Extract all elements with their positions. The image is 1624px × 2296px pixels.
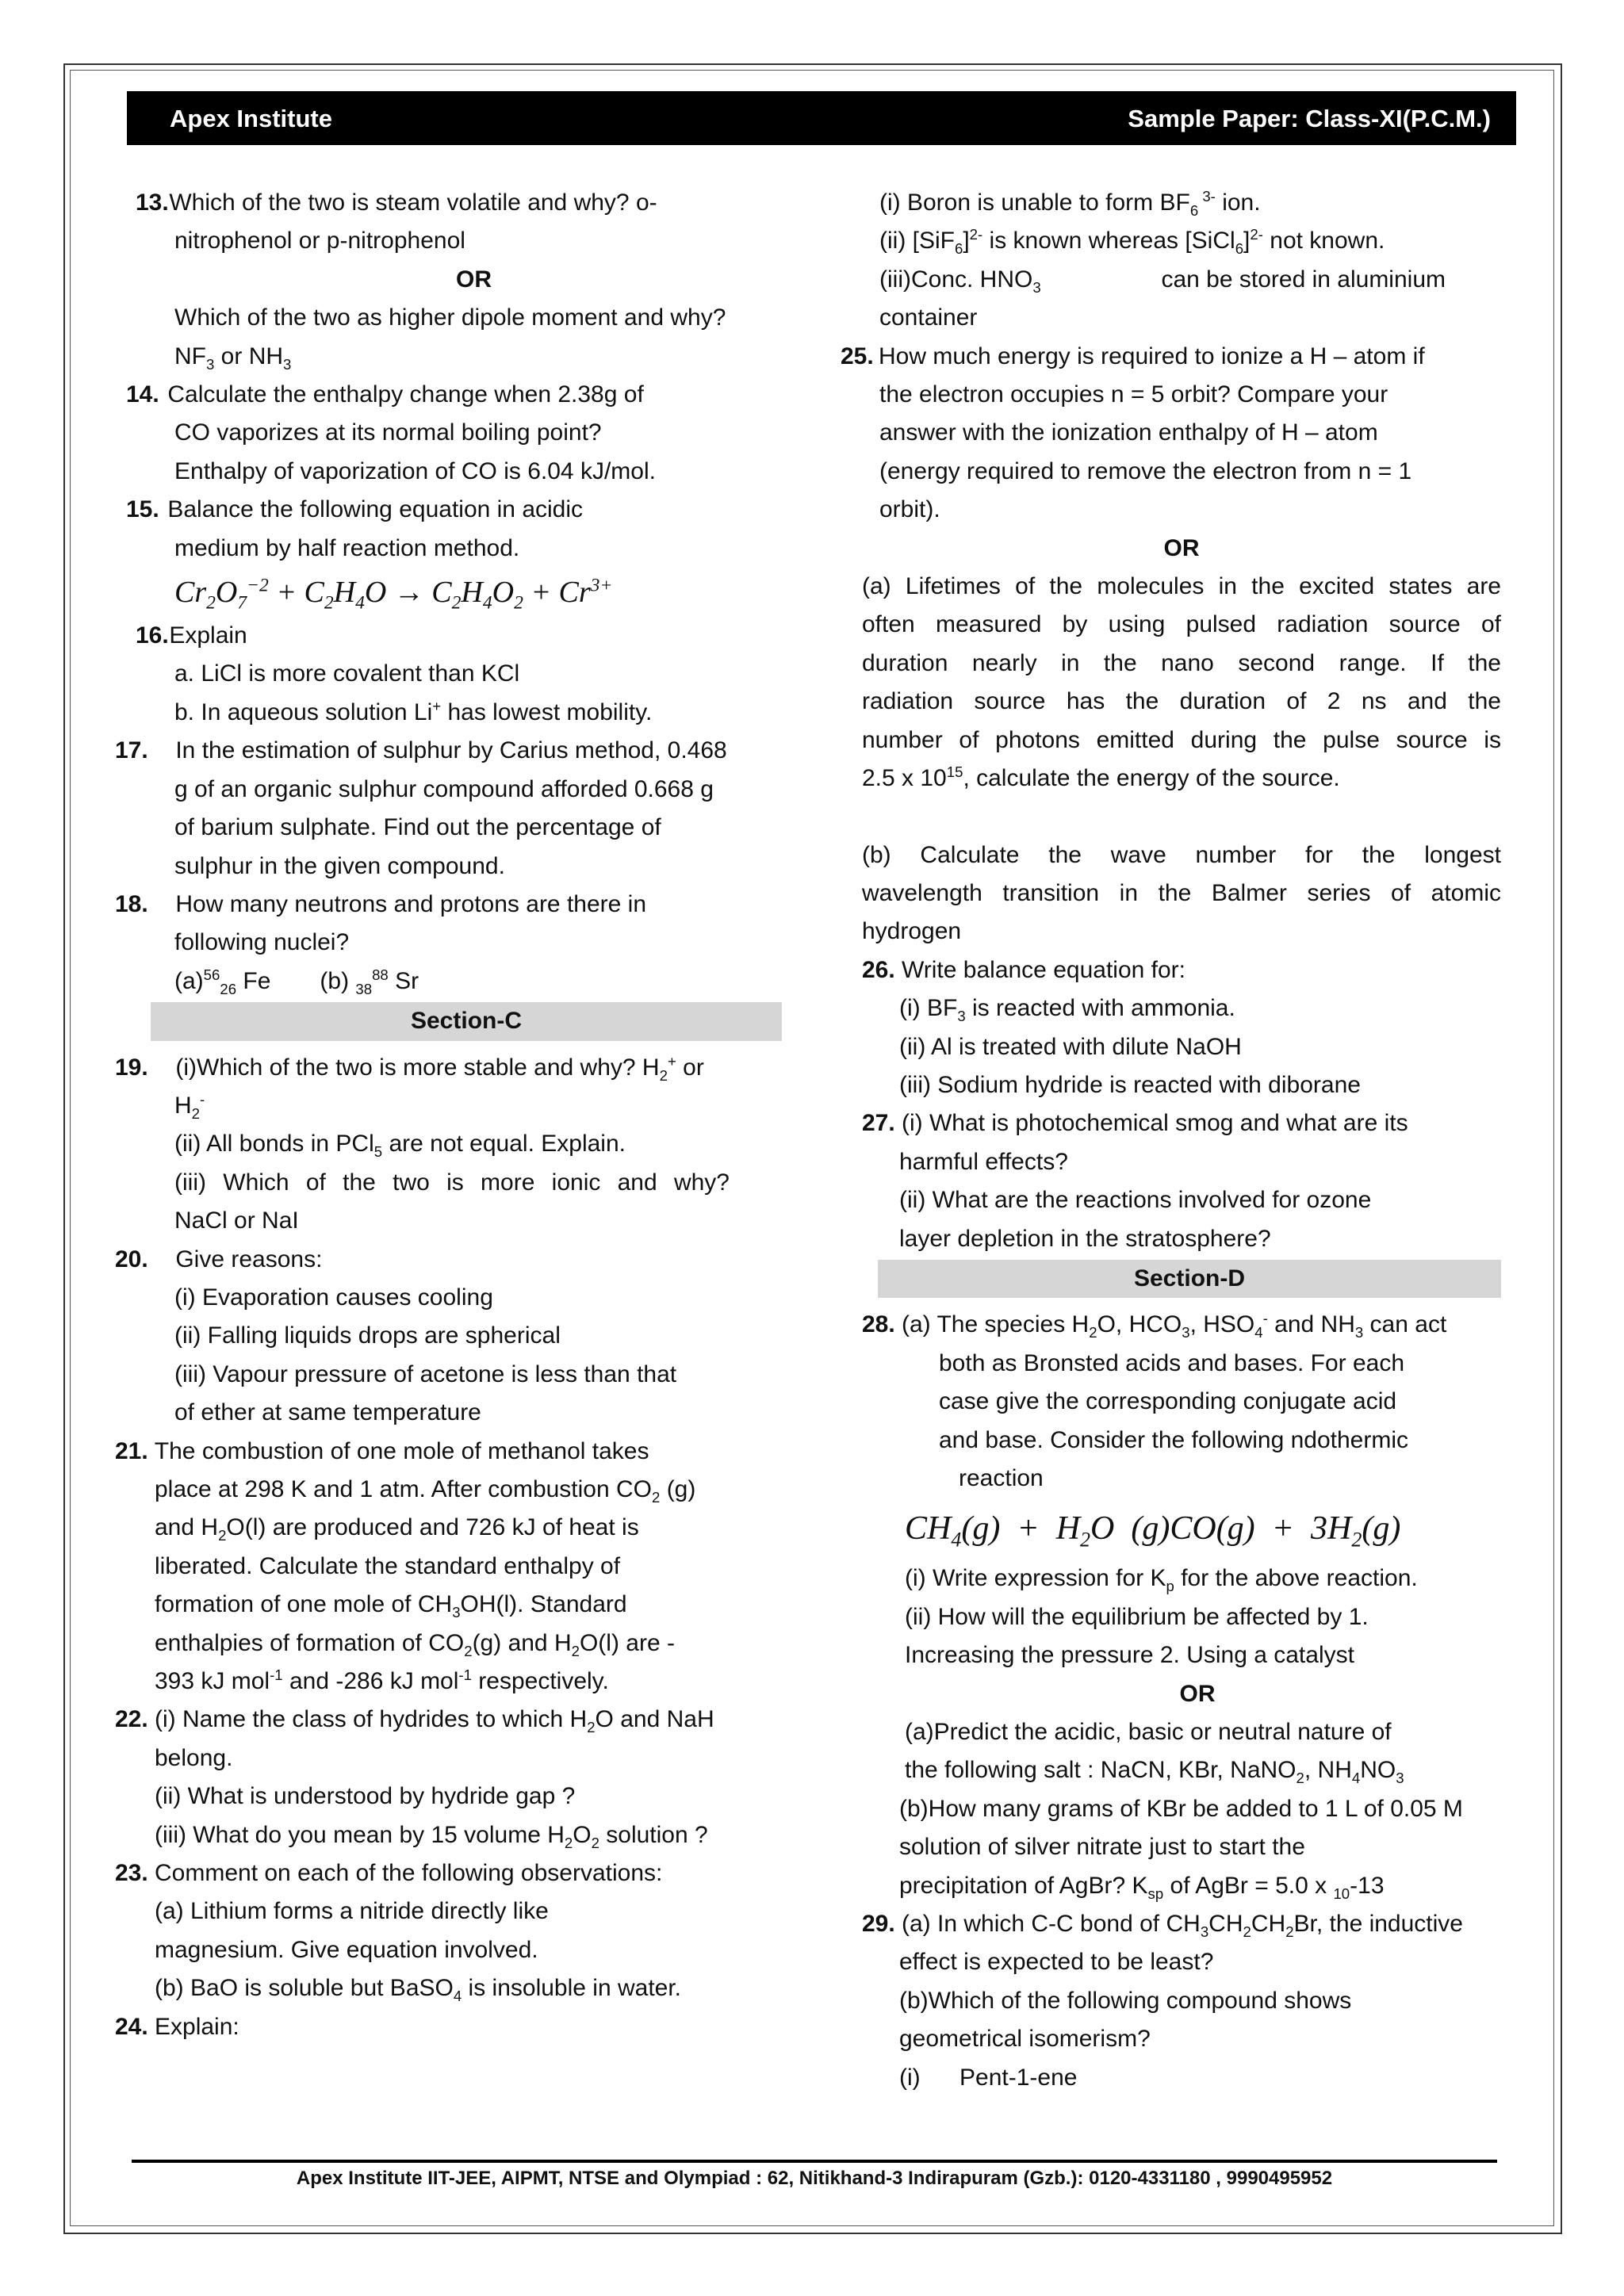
question-25: 25. How much energy is required to ionize a H – atom if the electron occupies n = 5 orbit? Compare your answer with the ionization enthalpy of H – atom (energy required to remove the electron from n = 1 orbit). OR (a) Lifetimes of the molecules in the excited states are often measured by using pulsed radiation source of duration nearly in the nano second range. If the radiation source has the duration of 2 ns and the number of photons emitted during the pulse source is 2.5 x $10^{15}$, calculate the energy of the source. (b) Calculate the wave number for the longest wavelength transition in the Balmer series of atomic hydrogen bbox=[841, 342, 1501, 945]
or-label: OR bbox=[456, 266, 492, 293]
question-26: 26. Write balance equation for: (i) $BF_3$ is reacted with ammonia. (ii) Al is treated with dilute NaOH (iii) Sodium hydride is reacted with diborane bbox=[862, 956, 1361, 1098]
question-23: 23. Comment on each of the following observations: (a) Lithium forms a nitride directly like magnesium. Give equation involved. (b) BaO is soluble but BaSO$_4$ is insoluble in water. bbox=[115, 1860, 682, 2005]
header-paper-title: Sample Paper: Class-XI(P.C.M.) bbox=[1128, 105, 1491, 132]
question-15: 15. Balance the following equation in acidic medium by half reaction method. $Cr_2O_7^{-2} + C_2H_4O \to C_2H_4O_2 + Cr^{3+}$ bbox=[115, 491, 773, 617]
equation-q28: $CH_4(g) + H_2O$ $(g)CO(g) + 3H_2(g)$ bbox=[905, 1510, 1401, 1552]
question-28: 28. (a) The species $H_2O$, $HCO_3$, $HSO_4^-$ and $NH_3$ can act both as Bronsted acids and bases. For each case give the corresponding conjugate acid and base. Consider the following ndothermic reaction $CH_4(g) + H_2O$ $(g)CO(g) + 3H_2(g)$ (i) Write expression for $K_p$ for the above reaction. (ii) How will the equilibrium be affected by 1. Increasing the pressure 2. Using a catalyst OR (a)Predict the acidic, basic or neutral nature of the following salt : NaCN, KBr, NaNO$_2$, $NH_4NO_3$ (b)How many grams of KBr be added to 1 L of 0.05 M solution of silver nitrate just to start the precipitation of AgBr? $K_{sp}$ of AgBr = 5.0 x $_{10}$-13 bbox=[862, 1306, 1501, 1905]
left-column bbox=[115, 184, 773, 2046]
question-16: 16. Explain a. LiCl is more covalent than KCl b. In aqueous solution Li+ has lowest mobility. bbox=[136, 622, 653, 725]
question-27: 27. (i) What is photochemical smog and what are its harmful effects? (ii) What are the reactions involved for ozone layer depletion in the stratosphere? bbox=[862, 1110, 1408, 1252]
question-17: 17. In the estimation of sulphur by Carius method, 0.468 g of an organic sulphur compound afforded 0.668 g of barium sulphate. Find out the percentage of sulphur in the given compound. bbox=[115, 737, 727, 879]
or-label: OR bbox=[1163, 534, 1200, 561]
right-column bbox=[841, 184, 1501, 2097]
question-24: 24. Explain: bbox=[115, 2013, 239, 2040]
question-13: 13. Which of the two is steam volatile and why? o- nitrophenol or p-nitrophenol OR Which of the two as higher dipole moment and why? $NF_3$ or $NH_3$ bbox=[115, 184, 773, 376]
equation-q15: $Cr_2O_7^{-2} + C_2H_4O \to C_2H_4O_2 + Cr^{3+}$ bbox=[174, 575, 613, 614]
section-c-heading: Section-C bbox=[151, 1002, 782, 1040]
page-footer: Apex Institute IIT-JEE, AIPMT, NTSE and Olympiad : 62, Nitikhand-3 Indirapuram (Gzb.): 0120-4331180 , 9990495952 bbox=[296, 2168, 1333, 2189]
section-d-heading: Section-D bbox=[878, 1260, 1501, 1298]
question-18: 18. How many neutrons and protons are there in following nuclei? $(a)^{56}_{26}$ Fe (b) $_{38}^{88}$ Sr bbox=[115, 890, 647, 997]
page-header bbox=[127, 91, 1516, 145]
question-19: 19. (i)Which of the two is more stable and why? $H_2^+$ or $H_2^-$ (ii) All bonds in PCl$_5$ are not equal. Explain. (iii) Which of the two is more ionic and why? NaCl or NaI bbox=[115, 1052, 730, 1234]
header-institute: Apex Institute bbox=[170, 105, 332, 132]
question-14: 14. Calculate the enthalpy change when 2.38g of CO vaporizes at its normal boiling point? Enthalpy of vaporization of CO is 6.04 kJ/mol. bbox=[126, 381, 656, 484]
question-22: 22. (i) Name the class of hydrides to which $H_2O$ and NaH belong. (ii) What is understood by hydride gap ? (iii) What do you mean by 15 volume $H_2O_2$ solution ? bbox=[115, 1706, 714, 1851]
question-24-continued: (i) Boron is unable to form $BF_6$ $^{3-}$ ion. (ii) $[SiF_6]^{2-}$ is known whereas [SiCl$_6$]$^{2-}$ not known. (iii)Conc. $HNO_3$ can be stored in aluminium container bbox=[879, 188, 1446, 331]
question-29: 29. (a) In which C-C bond of $CH_3CH_2CH_2Br$, the inductive effect is expected to be least? (b)Which of the following compound shows geometrical isomerism? (i) Pent-1-ene bbox=[862, 1911, 1463, 2091]
footer-divider bbox=[132, 2160, 1497, 2163]
or-label: OR bbox=[1179, 1680, 1216, 1707]
question-20: 20. Give reasons: (i) Evaporation causes cooling (ii) Falling liquids drops are spherical (iii) Vapour pressure of acetone is less than that of ether at same temperature bbox=[115, 1246, 677, 1426]
question-21: 21. The combustion of one mole of methanol takes place at 298 K and 1 atm. After combustion $CO_2$ (g) and $H_2O(l)$ are produced and 726 kJ of heat is liberated. Calculate the standard enthalpy of formation of one mole of $CH_3OH(l)$. Standard enthalpies of formation of $CO_2(g)$ and $H_2O(l)$ are - 393 kJ mol$^{-1}$ and -286 kJ mol$^{-1}$ respectively. bbox=[115, 1437, 696, 1695]
